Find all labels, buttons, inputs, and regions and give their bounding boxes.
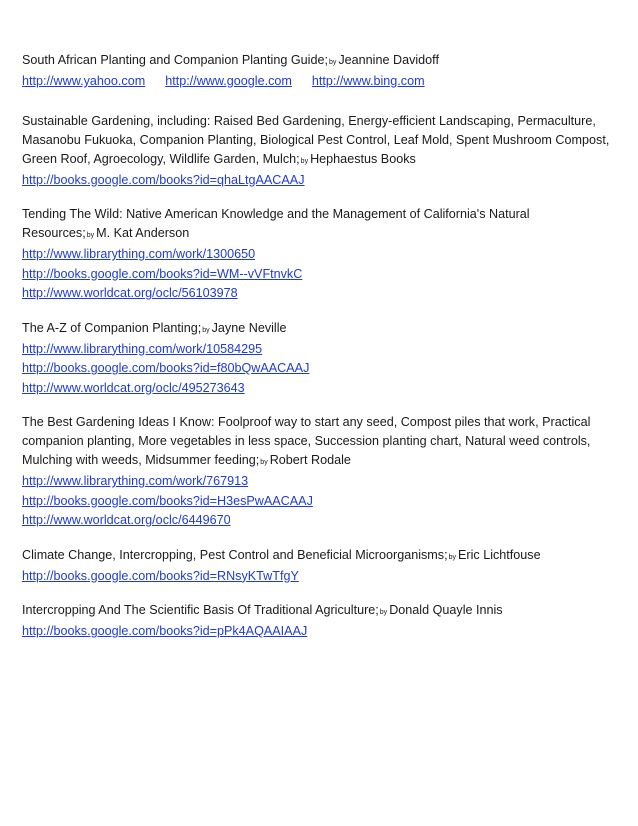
- entry-link[interactable]: http://www.bing.com: [311, 74, 425, 88]
- entry-citation: [22, 413, 618, 472]
- document-page: [22, 51, 618, 657]
- bibliography-entry: [22, 546, 618, 587]
- entry-author: M. Kat Anderson: [96, 226, 190, 240]
- entry-title: Tending The Wild: Native American Knowledge and the Management of California's Natural Resources;: [22, 207, 530, 240]
- bibliography-entry: [22, 413, 618, 531]
- entry-links: [22, 567, 618, 587]
- entry-title: The A-Z of Companion Planting;: [22, 320, 202, 335]
- entry-title: South African Planting and Companion Planting Guide;: [22, 53, 328, 67]
- entry-links: [22, 171, 618, 191]
- entry-link[interactable]: http://www.worldcat.org/oclc/495273643: [22, 380, 245, 395]
- by-label: by: [86, 232, 95, 239]
- entry-link[interactable]: http://www.librarything.com/work/767913: [22, 474, 249, 488]
- entry-links: [22, 72, 618, 92]
- entry-link[interactable]: http://www.google.com: [165, 74, 292, 88]
- bibliography-entry: [22, 601, 618, 642]
- entry-author: Hephaestus Books: [310, 151, 416, 166]
- entry-link[interactable]: http://books.google.com/books?id=qhaLtgAACAAJ: [22, 172, 305, 187]
- by-label: by: [260, 459, 268, 466]
- entry-links: [22, 472, 618, 531]
- bibliography-entry: [22, 112, 618, 191]
- entry-link[interactable]: http://books.google.com/books?id=WM--vVFtnvkC: [22, 266, 303, 281]
- entry-title: Sustainable Gardening, including: Raised Bed Gardening, Energy-efficient Landscaping, Permaculture, Masanobu Fukuoka, Companion Planting, Biological Pest Control, Leaf Mold, Spent Mushroom Compost, Green Roof, Agroecology, Wildlife Garden, Mulch;: [22, 113, 610, 166]
- entry-citation: [22, 51, 618, 72]
- entry-citation: [22, 112, 618, 171]
- by-label: by: [202, 326, 210, 334]
- entry-link[interactable]: http://www.worldcat.org/oclc/6449670: [22, 513, 231, 527]
- entry-author: Jayne Neville: [211, 320, 287, 335]
- entry-author: Jeannine Davidoff: [338, 53, 439, 67]
- entry-author: Robert Rodale: [269, 453, 351, 467]
- entry-link[interactable]: http://books.google.com/books?id=f80bQwAACAAJ: [22, 361, 310, 375]
- bibliography-entry: [22, 319, 618, 399]
- entry-citation: [22, 601, 618, 622]
- entry-title: Intercropping And The Scientific Basis Of Traditional Agriculture;: [22, 603, 379, 617]
- entry-link[interactable]: http://www.worldcat.org/oclc/56103978: [22, 286, 238, 300]
- entry-citation: [22, 319, 618, 340]
- entry-link[interactable]: http://books.google.com/books?id=RNsyKTwTfgY: [22, 568, 299, 583]
- entry-link[interactable]: http://books.google.com/books?id=pPk4AQAAIAAJ: [22, 624, 308, 638]
- entry-links: [22, 622, 618, 642]
- entry-author: Eric Lichtfouse: [458, 547, 541, 562]
- entry-title: Climate Change, Intercropping, Pest Control and Beneficial Microorganisms;: [22, 547, 448, 562]
- entry-link[interactable]: http://www.yahoo.com: [22, 74, 146, 88]
- by-label: by: [448, 553, 456, 561]
- entry-links: [22, 245, 618, 304]
- bibliography-entry: [22, 51, 618, 92]
- entry-title: The Best Gardening Ideas I Know: Foolproof way to start any seed, Compost piles that work, Practical companion planting, More vegetables in less space, Succession planting chart, Natural weed controls, Mulching with weeds, Midsummer feeding;: [22, 415, 591, 467]
- by-label: by: [300, 157, 309, 165]
- entry-author: Donald Quayle Innis: [389, 603, 503, 617]
- entry-link[interactable]: http://books.google.com/books?id=H3esPwAACAAJ: [22, 493, 313, 508]
- by-label: by: [379, 609, 388, 616]
- entry-link[interactable]: http://www.librarything.com/work/10584295: [22, 341, 263, 356]
- entry-citation: [22, 546, 618, 567]
- entry-citation: [22, 205, 618, 245]
- entry-link[interactable]: http://www.librarything.com/work/1300650: [22, 247, 256, 261]
- by-label: by: [328, 59, 337, 66]
- bibliography-entry: [22, 205, 618, 304]
- entry-links: [22, 340, 618, 399]
